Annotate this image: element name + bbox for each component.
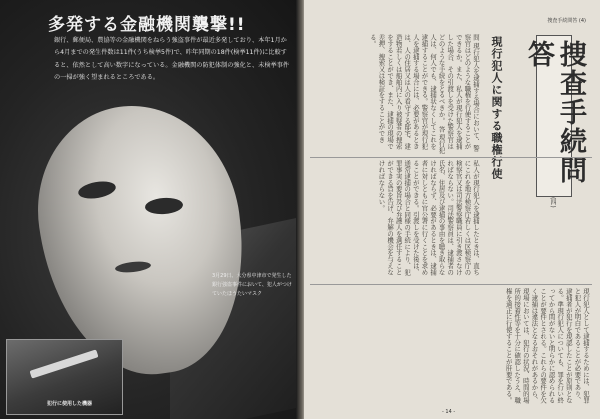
mask-caption: 3月29日、大分県中津市で発生した銀行強盗事件において、犯人がつけていたほうたいマスク	[212, 273, 292, 297]
column-divider	[310, 157, 592, 158]
page-number: - 14 -	[442, 409, 456, 415]
inset-photo	[6, 339, 123, 415]
body-column-2: 私人が現行犯人を逮捕したときは、直ちにこれを地方検察庁若しくは区検察庁の検察官又は司法警察職員に引き渡さなければならない。司法警察員は、逮捕者の氏名、住居及び逮捕の事由を聴き取らなければならず、必要があるときは、逮捕者に対しともに官公署に行くことを求めることができる。引渡しを受けた後は、通常逮捕の場合と同様の手続により、犯罪事実の要旨及び弁護人を選任することができる旨を告げ、弁解の機会を与えなければならない。	[377, 160, 480, 276]
body-column-3: 現行犯人として逮捕するためには、犯罪と犯人が明白であることが必要であり、逮捕者が犯行を現認したことが原則となる。準現行犯人についても、罪を行い終ってから間がないと明らかに認められることが要件とされる。これらの要件を欠く逮捕は違法となるおそれがあるから、現場においては、犯行の状況、時間的場所的接着性等を十分に確認したうえ、職権を適正に行使することが肝要である。	[504, 288, 590, 404]
article-subtitle: 現行犯人に関する職権行使	[490, 36, 503, 180]
body-column-1: 問 現行犯人を逮捕する場合において、警察官はどのような職権を行使することができるか。また、私人が現行犯人を逮捕した場合、その引渡しを受けた警察官はどのような手続をとるべきか。 答 現行犯人は、何人でも、逮捕状なくしてこれを逮捕することができる。警察官が現行犯人を逮捕する場合には、必要があるときは、人の住居又は人の看守する邸宅、建造物若しくは船舶内に入り被疑者の捜索をすることができ、また、逮捕の現場で差押、捜索又は検証をすることができる。	[368, 34, 480, 154]
inset-caption: 犯行に使用した機器	[47, 401, 93, 407]
running-head: 捜査手続問答 (4)	[547, 18, 586, 24]
article-title: 捜査手続問答	[523, 40, 586, 185]
tool-icon	[29, 349, 98, 378]
left-page	[0, 0, 298, 419]
series-number: (四)	[549, 197, 556, 208]
lead-paragraph: 銀行、郵便局、農協等の金融機関をねらう強盗事件が最近多発しており、本年1月から4月までの発生件数は11件(うち検挙5件)で、昨年同期の18件(検挙11件)に比較すると、依然として高い数字になっている。金融機関の防犯体制の強化と、未検挙事件の一掃が強く望まれるところである。	[54, 37, 290, 82]
column-divider	[310, 284, 592, 285]
page-title: 多発する金融機関襲撃!!	[48, 15, 246, 35]
right-page	[304, 0, 600, 419]
title-box	[523, 35, 586, 197]
